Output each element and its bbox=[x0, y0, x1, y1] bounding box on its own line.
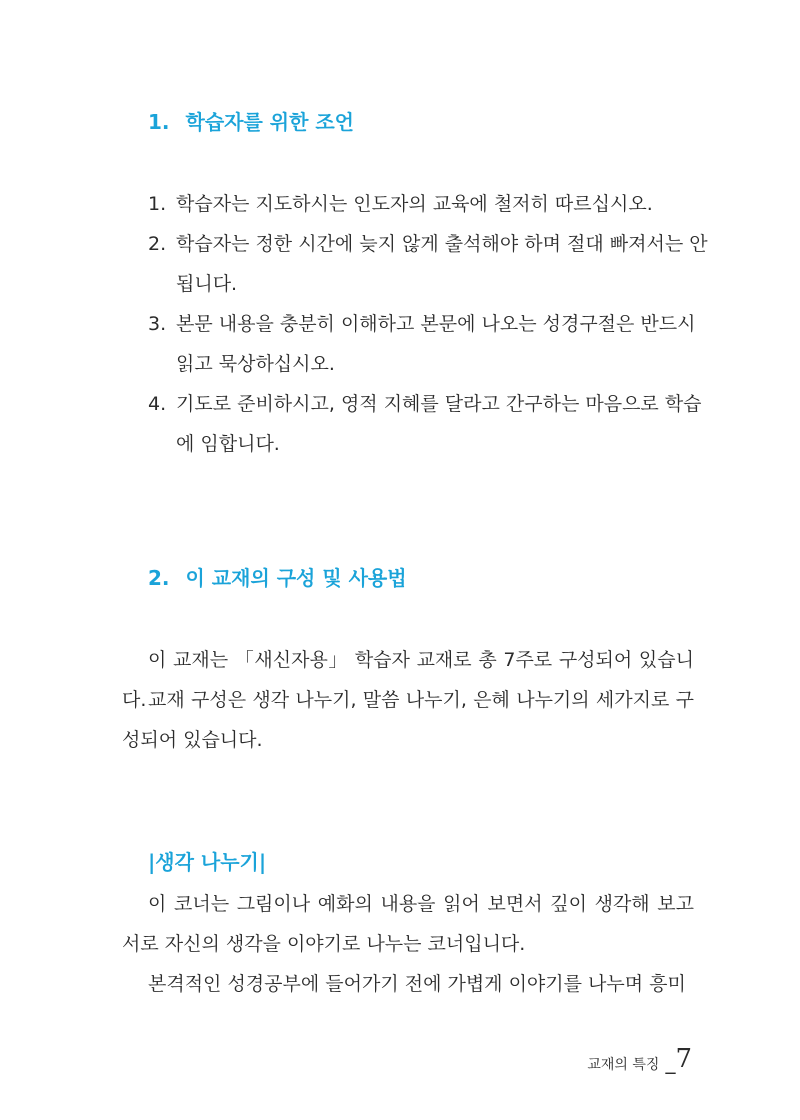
subsection-heading: |생각 나누기| bbox=[148, 850, 267, 874]
list-item-number: 4. bbox=[148, 393, 167, 415]
footer-label: 교재의 특징 bbox=[587, 1057, 660, 1073]
list-item bbox=[148, 384, 708, 464]
list-item-text: 기도로 준비하시고, 영적 지혜를 달라고 간구하는 마음으로 학습에 임합니다. bbox=[176, 393, 702, 455]
paragraph: 본격적인 성경공부에 들어가기 전에 가볍게 이야기를 나누며 흥미 bbox=[148, 973, 686, 995]
list-item-text: 학습자는 정한 시간에 늦지 않게 출석해야 하며 절대 빠져서는 안 됩니다. bbox=[176, 233, 708, 295]
page-number: 7 bbox=[675, 1044, 692, 1074]
list-item bbox=[148, 184, 708, 224]
list-item-text: 본문 내용을 충분히 이해하고 본문에 나오는 성경구절은 반드시 읽고 묵상하십시오. bbox=[176, 313, 696, 375]
list-item bbox=[148, 224, 708, 304]
section-number: 2. bbox=[148, 566, 170, 590]
footer-separator: _ bbox=[665, 1050, 676, 1074]
paragraph: 이 교재는 「새신자용」 학습자 교재로 총 7주로 구성되어 있습니다. bbox=[122, 649, 694, 711]
section-title: 이 교재의 구성 및 사용법 bbox=[185, 566, 407, 590]
list-item-text: 학습자는 지도하시는 인도자의 교육에 철저히 따르십시오. bbox=[176, 193, 653, 215]
list-item-number: 2. bbox=[148, 233, 167, 255]
list-item bbox=[148, 304, 708, 384]
section-number: 1. bbox=[148, 110, 170, 134]
list-item-number: 1. bbox=[148, 193, 167, 215]
paragraph: 이 코너는 그림이나 예화의 내용을 읽어 보면서 깊이 생각해 보고 서로 자신의 생각을 이야기로 나누는 코너입니다. bbox=[122, 893, 694, 955]
page-footer bbox=[587, 1044, 692, 1074]
paragraph: 교재 구성은 생각 나누기, 말씀 나누기, 은혜 나누기의 세가지로 구성되어 있습니다. bbox=[122, 689, 694, 751]
section-title: 학습자를 위한 조언 bbox=[185, 110, 355, 134]
list-item-number: 3. bbox=[148, 313, 167, 335]
section-heading-1 bbox=[148, 106, 354, 135]
section-heading-2 bbox=[148, 562, 407, 591]
